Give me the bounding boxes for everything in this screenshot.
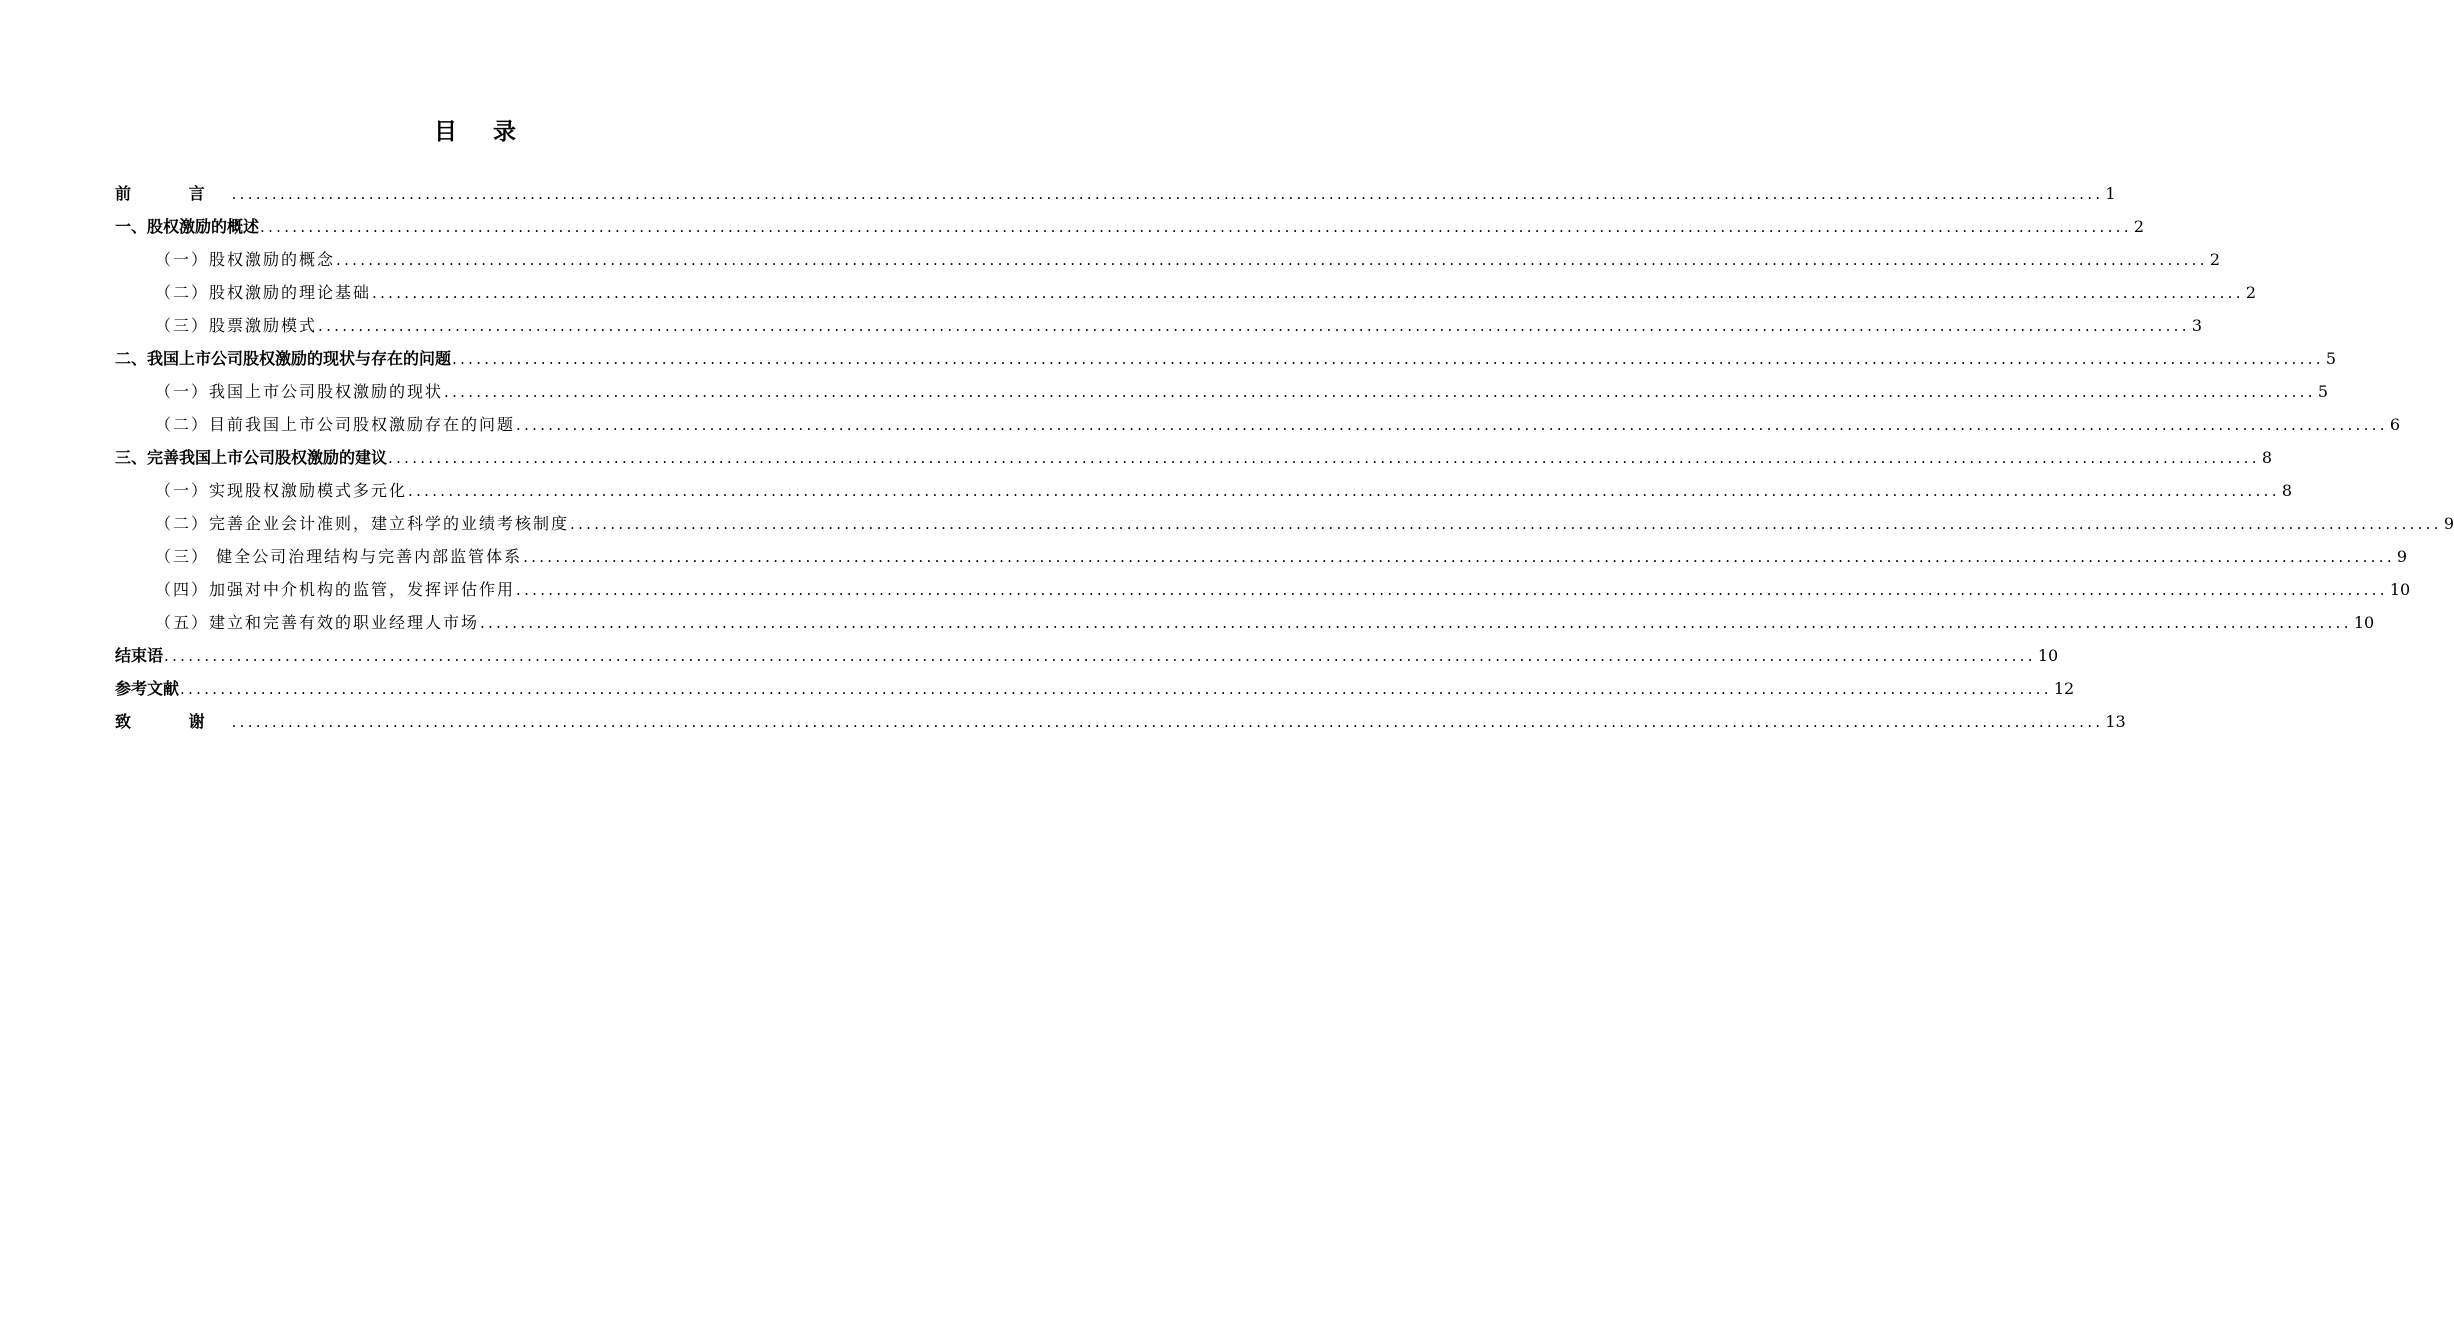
- toc-dot-leader: ........................................................................................................................................................................................................................................: [336, 251, 2208, 269]
- toc-entry-chapter-3[interactable]: [115, 441, 2272, 474]
- toc-entry-section-3-4[interactable]: [115, 573, 2411, 606]
- toc-page-number: 12: [2053, 679, 2075, 698]
- toc-dot-leader: ........................................................................................................................................................................................................................................: [444, 383, 2316, 401]
- toc-dot-leader: ........................................................................................................................................................................................................................................: [516, 581, 2388, 599]
- toc-page-number: 2: [2209, 250, 2220, 269]
- toc-page-number: 10: [2353, 613, 2375, 632]
- toc-entry-text: 前 言: [115, 184, 231, 203]
- toc-entry-chapter-2[interactable]: [115, 342, 2336, 375]
- toc-entry-section-2-1[interactable]: [115, 375, 2328, 408]
- toc-dot-leader: ........................................................................................................................................................................................................................................: [180, 680, 2052, 698]
- toc-dot-leader: ........................................................................................................................................................................................................................................: [516, 416, 2388, 434]
- toc-entry-foreword[interactable]: [115, 177, 2116, 210]
- toc-entry-text: 一、股权激励的概述: [115, 217, 260, 236]
- toc-dot-leader: ........................................................................................................................................................................................................................................: [231, 185, 2104, 203]
- toc-entry-chapter-1[interactable]: [115, 210, 2144, 243]
- toc-page-number: 2: [2133, 217, 2144, 236]
- toc-dot-leader: ........................................................................................................................................................................................................................................: [570, 515, 2442, 533]
- toc-page-number: 6: [2389, 415, 2400, 434]
- toc-entry-section-2-2[interactable]: [115, 408, 2400, 441]
- toc-entry-text: 三、完善我国上市公司股权激励的建议: [115, 448, 388, 467]
- toc-entry-text: 结束语: [115, 646, 164, 665]
- toc-dot-leader: ........................................................................................................................................................................................................................................: [523, 548, 2395, 566]
- toc-dot-leader: ........................................................................................................................................................................................................................................: [388, 449, 2260, 467]
- toc-page-number: 10: [2389, 580, 2411, 599]
- toc-entry-acknowledgements[interactable]: [115, 705, 2126, 738]
- toc-entry-text: （五）建立和完善有效的职业经理人市场: [155, 613, 480, 632]
- toc-entry-text: （二）股权激励的理论基础: [155, 283, 372, 302]
- toc-entry-references[interactable]: [115, 672, 2075, 705]
- toc-entry-section-3-1[interactable]: [115, 474, 2292, 507]
- toc-dot-leader: ........................................................................................................................................................................................................................................: [318, 317, 2190, 335]
- toc-entry-section-3-2[interactable]: [115, 507, 2454, 540]
- toc-entry-text: 参考文献: [115, 679, 180, 698]
- toc-entry-text: 致 谢: [115, 712, 231, 731]
- toc-entry-text: （四）加强对中介机构的监管，发挥评估作用: [155, 580, 516, 599]
- toc-page-number: 2: [2245, 283, 2256, 302]
- toc-entry-text: （一）我国上市公司股权激励的现状: [155, 382, 444, 401]
- toc-entry-section-3-5[interactable]: [115, 606, 2375, 639]
- toc-page-number: 8: [2261, 448, 2272, 467]
- toc-page-number: 9: [2396, 547, 2408, 566]
- toc-page-number: 8: [2281, 481, 2292, 500]
- toc-title: 目 录: [433, 118, 530, 145]
- toc-page-number: 9: [2443, 514, 2454, 533]
- toc-dot-leader: ........................................................................................................................................................................................................................................: [408, 482, 2280, 500]
- toc-page-number: 5: [2325, 349, 2336, 368]
- toc-dot-leader: ........................................................................................................................................................................................................................................: [260, 218, 2132, 236]
- toc-dot-leader: ........................................................................................................................................................................................................................................: [372, 284, 2244, 302]
- toc-list: [115, 177, 2454, 738]
- toc-entry-text: （一）股权激励的概念: [155, 250, 336, 269]
- toc-dot-leader: ........................................................................................................................................................................................................................................: [164, 647, 2036, 665]
- toc-entry-section-3-3[interactable]: [115, 540, 2408, 573]
- toc-dot-leader: ........................................................................................................................................................................................................................................: [480, 614, 2352, 632]
- toc-entry-text: （一）实现股权激励模式多元化: [155, 481, 408, 500]
- toc-entry-text: （二）目前我国上市公司股权激励存在的问题: [155, 415, 516, 434]
- toc-page-number: 5: [2317, 382, 2328, 401]
- toc-page-number: 3: [2191, 316, 2202, 335]
- toc-page-number: 10: [2037, 646, 2059, 665]
- toc-page-number: 13: [2105, 712, 2126, 731]
- toc-entry-text: （三） 健全公司治理结构与完善内部监管体系: [155, 547, 523, 566]
- toc-entry-section-1-2[interactable]: [115, 276, 2256, 309]
- toc-dot-leader: ........................................................................................................................................................................................................................................: [231, 713, 2104, 731]
- toc-entry-section-1-3[interactable]: [115, 309, 2202, 342]
- toc-entry-section-1-1[interactable]: [115, 243, 2220, 276]
- toc-entry-text: （二）完善企业会计准则，建立科学的业绩考核制度: [155, 514, 570, 533]
- toc-entry-text: 二、我国上市公司股权激励的现状与存在的问题: [115, 349, 452, 368]
- toc-entry-text: （三）股票激励模式: [155, 316, 318, 335]
- toc-entry-conclusion[interactable]: [115, 639, 2059, 672]
- toc-page-number: 1: [2105, 184, 2116, 203]
- toc-dot-leader: ........................................................................................................................................................................................................................................: [452, 350, 2324, 368]
